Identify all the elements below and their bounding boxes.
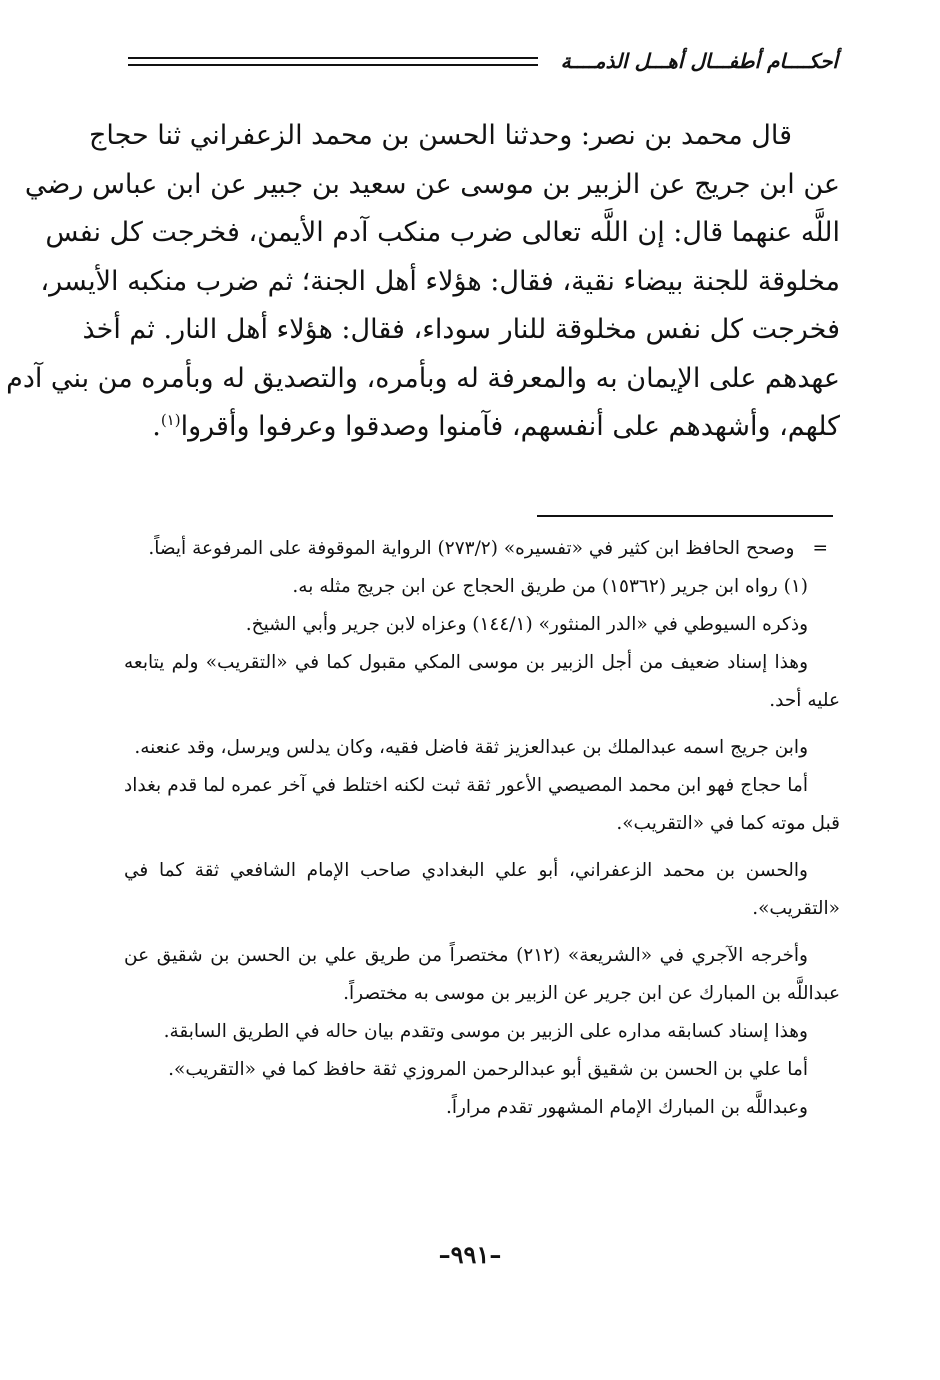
footnote-text: قبل موته كما في «التقريب». <box>616 813 840 834</box>
page-number: –٩٩١– <box>438 1240 502 1269</box>
footnote-paragraph <box>124 1089 840 1127</box>
main-text-line: عن ابن جريج عن الزبير بن موسى عن سعيد بن جبير عن ابن عباس رضي <box>24 168 840 200</box>
footnote-text: عبداللَّه بن المبارك عن ابن جرير عن الزبير بن موسى به مختصراً. <box>343 983 840 1004</box>
main-text-line: مخلوقة للجنة بيضاء نقية، فقال: هؤلاء أهل الجنة؛ ثم ضرب منكبه الأيسر، <box>40 265 840 297</box>
main-text-line: فخرجت كل نفس مخلوقة للنار سوداء، فقال: هؤلاء أهل النار. ثم أخذ <box>82 314 840 345</box>
continuation-mark: = <box>812 538 828 559</box>
footnote-text: والحسن بن محمد الزعفراني، أبو علي البغدادي صاحب الإمام الشافعي ثقة كما في <box>124 860 808 881</box>
main-text-line: كلهم، وأشهدهم على أنفسهم، فآمنوا وصدقوا وعرفوا وأقروا <box>180 411 840 442</box>
footnote-paragraph <box>124 644 840 720</box>
footnote-paragraph <box>124 937 840 1013</box>
footnote-paragraph <box>124 1051 840 1089</box>
footnote-text: وعبداللَّه بن المبارك الإمام المشهور تقدم مراراً. <box>445 1097 808 1118</box>
running-title: أحكــــام أطفـــال أهـــل الذمــــة <box>560 49 838 73</box>
footnote-text: وهذا إسناد ضعيف من أجل الزبير بن موسى المكي مقبول كما في «التقريب» ولم يتابعه <box>124 652 808 673</box>
footnotes <box>124 530 840 1127</box>
footnote-text: وذكره السيوطي في «الدر المنثور» (١٤٤/١) وعزاه لابن جرير وأبي الشيخ. <box>245 614 808 635</box>
footnote-paragraph <box>124 852 840 928</box>
footnote-paragraph <box>124 729 840 767</box>
footnote-text: وهذا إسناد كسابقه مداره على الزبير بن موسى وتقدم بيان حاله في الطريق السابقة. <box>163 1021 808 1042</box>
footnote-continuation <box>124 530 840 568</box>
footnote-separator <box>537 515 833 517</box>
footnote-text: وأخرجه الآجري في «الشريعة» (٢١٢) مختصراً من طريق علي بن الحسن بن شقيق عن <box>124 945 808 966</box>
footnote-paragraph <box>124 767 840 843</box>
footnote-text: (١) رواه ابن جرير (١٥٣٦٢) من طريق الحجاج عن ابن جريج مثله به. <box>292 576 808 597</box>
footnote-text: أما حجاج فهو ابن محمد المصيصي الأعور ثقة ثبت لكنه اختلط في آخر عمره لما قدم بغداد <box>124 775 808 796</box>
main-text-last-line <box>124 403 840 452</box>
header-rule-top <box>128 57 538 59</box>
header-rule-bottom <box>128 64 538 66</box>
footnote-reference[interactable]: (١) <box>160 411 181 429</box>
main-text-line: عهدهم على الإيمان به والمعرفة له وبأمره، والتصديق له وبأمره من بني آدم <box>6 362 840 394</box>
footnote-text: عليه أحد. <box>769 690 840 711</box>
end-punctuation: . <box>152 411 161 442</box>
main-text-line: اللَّه عنهما قال: إن اللَّه تعالى ضرب منكب آدم الأيمن، فخرجت كل نفس <box>45 217 840 248</box>
main-text-line: قال محمد بن نصر: وحدثنا الحسن بن محمد الزعفراني ثنا حجاج <box>88 120 792 151</box>
footnote-text: أما علي بن الحسن بن شقيق أبو عبدالرحمن المروزي ثقة حافظ كما في «التقريب». <box>168 1059 808 1080</box>
footnote-text: «التقريب». <box>752 898 840 919</box>
main-text <box>6 112 840 452</box>
footnote-1 <box>124 568 840 606</box>
footnote-paragraph <box>124 1013 840 1051</box>
running-header <box>128 46 838 76</box>
footnote-paragraph <box>124 606 840 644</box>
footnote-text: وابن جريج اسمه عبدالملك بن عبدالعزيز ثقة فاضل فقيه، وكان يدلس ويرسل، وقد عنعنه. <box>134 737 808 758</box>
footnote-text: وصحح الحافظ ابن كثير في «تفسيره» (٢٧٣/٢) الرواية الموقوفة على المرفوعة أيضاً. <box>148 538 795 559</box>
